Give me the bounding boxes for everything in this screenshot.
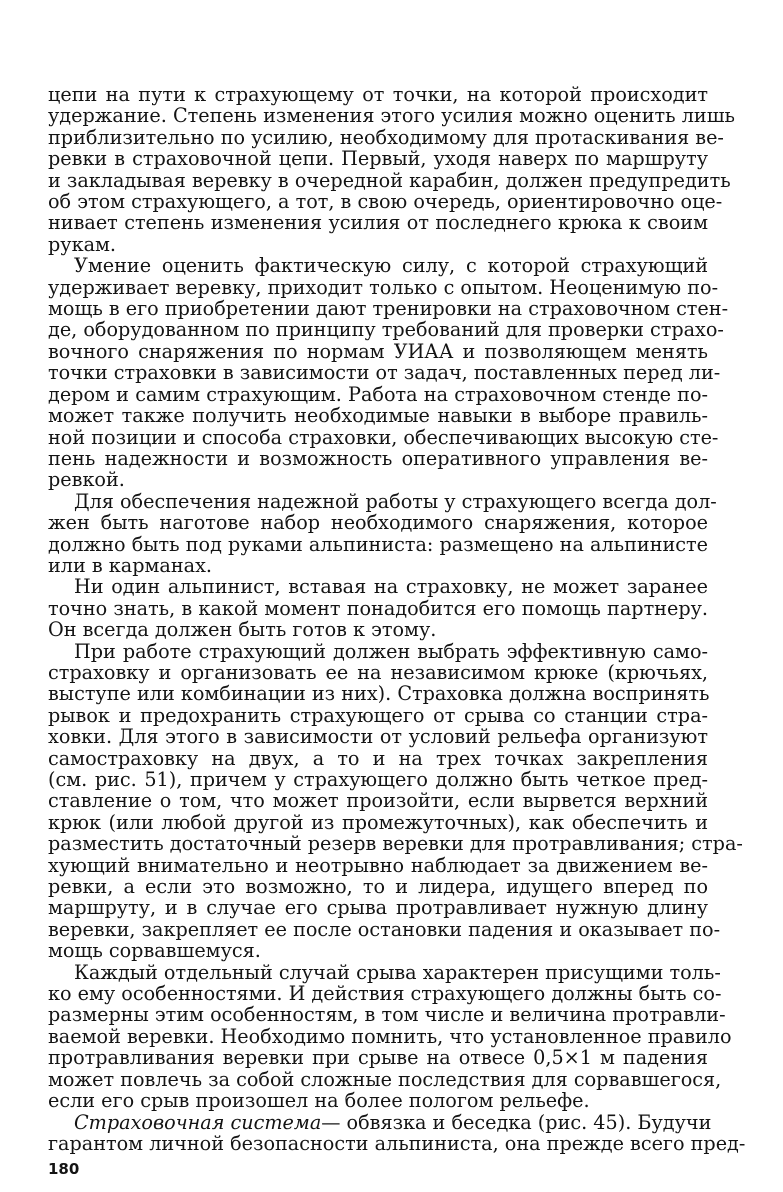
text-line: разместить достаточный резерв веревки для протравливания; стра-	[48, 832, 743, 856]
text-line: маршруту, и в случае его срыва протравливает нужную длину	[48, 896, 708, 920]
text-line: При работе страхующий должен выбрать эффективную само-	[74, 639, 708, 663]
italic-term: Страховочная система	[74, 1110, 322, 1134]
text-line: веревки, закрепляет ее после остановки падения и оказывает по-	[48, 917, 721, 941]
text-line: Он всегда должен быть готов к этому.	[48, 618, 437, 642]
text-line: об этом страхующего, а тот, в свою очередь, ориентировочно оце-	[48, 190, 723, 214]
text-line: если его срыв произошел на более пологом рельефе.	[48, 1089, 590, 1113]
text-line: пень надежности и возможность оперативного управления ве-	[48, 446, 708, 470]
text-line: ревкой.	[48, 468, 125, 492]
text-line: Умение оценить фактическую силу, с которой страхующий	[74, 254, 708, 278]
paragraph	[48, 639, 743, 963]
text-line: дером и самим страхующим. Работа на страховочном стенде по-	[48, 382, 708, 406]
text-line: может также получить необходимые навыки в выборе правиль-	[48, 404, 708, 428]
text-line: страховку и организовать ее на независимом крюке (крючьях,	[48, 660, 708, 684]
paragraph	[48, 489, 717, 577]
text-line: рывок и предохранить страхующего от срыва со станции стра-	[48, 703, 708, 727]
text-line: цепи на пути к страхующему от точки, на которой происходит	[48, 83, 708, 106]
paragraph	[48, 960, 732, 1113]
text-line	[48, 1110, 712, 1134]
text-line: точки страховки в зависимости от задач, поставленных перед ли-	[48, 361, 721, 385]
text-line: Каждый отдельный случай срыва характерен присущими толь-	[74, 960, 721, 984]
text-line: рукам.	[48, 232, 117, 256]
paragraph	[48, 83, 735, 256]
page-number: 180	[48, 1160, 80, 1178]
text-line: приблизительно по усилию, необходимому для протаскивания ве-	[48, 125, 724, 149]
text-line: ховки. Для этого в зависимости от условий рельефа организуют	[48, 725, 708, 749]
text-line: точно знать, в какой момент понадобится его помощь партнеру.	[48, 596, 708, 620]
text-line: ревки в страховочной цепи. Первый, уходя наверх по маршруту	[48, 147, 708, 171]
text-line: может повлечь за собой сложные последствия для сорвавшегося,	[48, 1067, 722, 1091]
text-line: ной позиции и способа страховки, обеспечивающих высокую сте-	[48, 425, 719, 449]
text-line: хующий внимательно и неотрывно наблюдает за движением ве-	[48, 853, 708, 877]
text-line: крюк (или любой другой из промежуточных), как обеспечить и	[48, 810, 708, 834]
text-line: ревки, а если это возможно, то и лидера, идущего вперед по	[48, 875, 708, 899]
paragraph	[48, 1110, 746, 1155]
text-line: (см. рис. 51), причем у страхующего должно быть четкое пред-	[48, 768, 708, 791]
text-line: или в карманах.	[48, 553, 212, 577]
text-line: вочного снаряжения по нормам УИАА и позволяющем менять	[48, 339, 708, 363]
text-line: самостраховку на двух, а то и на трех точках закрепления	[48, 746, 708, 770]
page-body	[48, 83, 746, 1155]
text-line-rest: — обвязка и беседка (рис. 45). Будучи	[321, 1110, 712, 1134]
text-line: ваемой веревки. Необходимо помнить, что установленное правило	[48, 1024, 732, 1048]
text-line: де, оборудованном по принципу требований для проверки страхо-	[48, 318, 724, 342]
text-line: мощь в его приобретении дают тренировки на страховочном стен-	[48, 297, 729, 321]
text-line: мощь сорвавшемуся.	[48, 939, 261, 963]
text-line: Для обеспечения надежной работы у страхующего всегда дол-	[74, 489, 717, 513]
text-line: Ни один альпинист, вставая на страховку, не может заранее	[74, 575, 708, 599]
text-line: должно быть под руками альпиниста: размещено на альпинисте	[48, 532, 708, 556]
text-line: ко ему особенностями. И действия страхующего должны быть со-	[48, 982, 722, 1006]
text-line: размерны этим особенностям, в том числе и величина протравли-	[48, 1003, 726, 1027]
text-line: удерживает веревку, приходит только с опытом. Неоценимую по-	[48, 275, 719, 299]
text-line: нивает степень изменения усилия от последнего крюка к своим	[48, 211, 708, 235]
text-line: жен быть наготове набор необходимого снаряжения, которое	[48, 511, 708, 535]
text-line: протравливания веревки при срыве на отвесе 0,5×1 м падения	[48, 1046, 708, 1070]
text-line: и закладывая веревку в очередной карабин, должен предупредить	[48, 168, 731, 192]
text-line: удержание. Степень изменения этого усилия можно оценить лишь	[48, 104, 735, 128]
text-line: ставление о том, что может произойти, если вырвется верхний	[48, 789, 708, 813]
text-line: гарантом личной безопасности альпиниста, она прежде всего пред-	[48, 1131, 746, 1155]
paragraph	[48, 576, 708, 640]
paragraph	[48, 254, 729, 492]
text-line: выступе или комбинации из них). Страховка должна воспринять	[48, 682, 710, 706]
